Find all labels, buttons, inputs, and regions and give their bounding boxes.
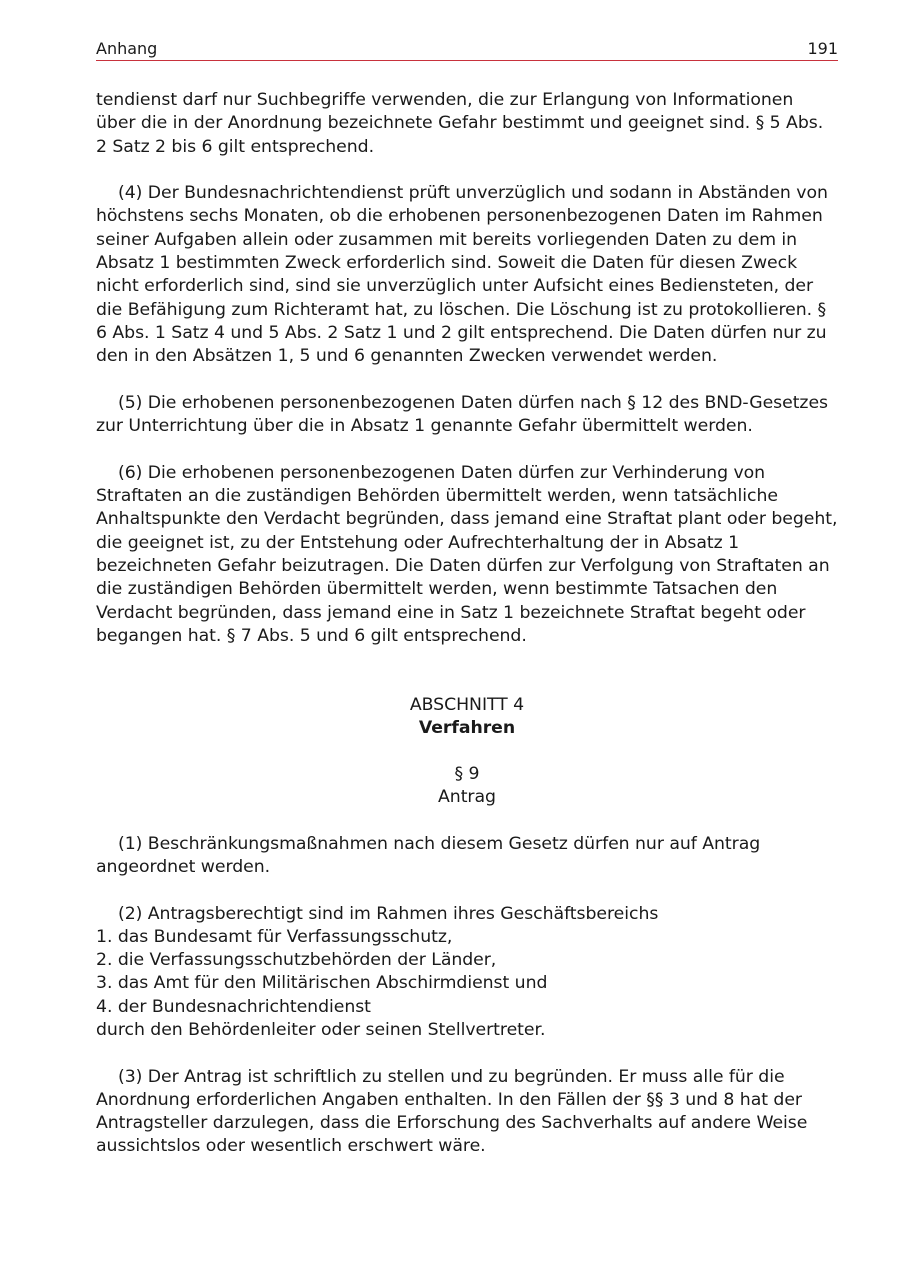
running-header xyxy=(96,36,838,61)
paragraph-number: § 9 xyxy=(454,763,480,784)
paragraph-absatz-4: (4) Der Bundesnachrichtendienst prüft unverzüglich und sodann in Abständen von höchstens sechs Monaten, ob die erhobenen personenbezogenen Daten im Rahmen seiner Aufgaben allein oder zusammen mit bereits vorliegenden Daten zu dem in Absatz 1 bestimmten Zweck erforderlich sind. Soweit die Daten für diesen Zweck nicht erforderlich sind, sind sie unverzüglich unter Aufsicht eines Bediensteten, der die Befähigung zum Richteramt hat, zu löschen. Die Löschung ist zu protokollieren. § 6 Abs. 1 Satz 4 und 5 Abs. 2 Satz 1 und 2 gilt entsprechend. Die Daten dürfen nur zu den in den Absätzen 1, 5 und 6 genannten Zwecken verwendet werden. xyxy=(96,183,828,367)
list-outro: durch den Behördenleiter oder seinen Stellvertreter. xyxy=(96,1019,546,1040)
list-item: 3. das Amt für den Militärischen Abschirmdienst und xyxy=(96,973,548,994)
list-item: 4. der Bundesnachrichtendienst xyxy=(96,996,371,1017)
paragraph-9-absatz-3: (3) Der Antrag ist schriftlich zu stellen und zu begründen. Er muss alle für die Anordnung erforderlichen Angaben enthalten. In den Fällen der §§ 3 und 8 hat der Antragsteller darzulegen, dass die Erforschung des Sachverhalts auf andere Weise aussichtslos oder wesentlich erschwert wäre. xyxy=(96,1066,808,1157)
section-label: ABSCHNITT 4 xyxy=(409,695,525,716)
section-title: Verfahren xyxy=(418,718,516,739)
paragraph-9-absatz-1: (1) Beschränkungsmaßnahmen nach diesem Gesetz dürfen nur auf Antrag angeordnet werden. xyxy=(96,833,761,877)
document-page xyxy=(96,36,838,1182)
paragraph-9-absatz-2 xyxy=(96,903,838,1043)
section-heading xyxy=(96,694,838,741)
list-intro: (2) Antragsberechtigt sind im Rahmen ihres Geschäftsbereichs xyxy=(118,903,659,924)
list-item: 2. die Verfassungsschutzbehörden der Länder, xyxy=(96,950,497,971)
header-page-number: 191 xyxy=(807,39,838,58)
paragraph-absatz-6: (6) Die erhobenen personenbezogenen Daten dürfen zur Verhinderung von Straftaten an die zuständigen Behörden übermittelt werden, wenn tatsächliche Anhaltspunkte den Verdacht begründen, dass jemand eine Straftat plant oder begeht, die geeignet ist, zu der Entstehung oder Aufrechterhaltung der in Absatz 1 bezeichneten Gefahr beizutragen. Die Daten dürfen zur Verfolgung von Straftaten an die zuständigen Behörden übermittelt werden, wenn bestimmte Tatsachen den Verdacht begründen, dass jemand eine in Satz 1 bezeichnete Straftat begeht oder begangen hat. § 7 Abs. 5 und 6 gilt entsprechend. xyxy=(96,462,838,646)
body-text xyxy=(96,89,838,1159)
paragraph-continuation: tendienst darf nur Suchbegriffe verwenden, die zur Erlangung von Informationen über die in der Anordnung bezeichnete Gefahr bestimmt und geeignet sind. § 5 Abs. 2 Satz 2 bis 6 gilt entsprechend. xyxy=(96,90,824,157)
paragraph-heading xyxy=(96,763,838,810)
paragraph-absatz-5: (5) Die erhobenen personenbezogenen Daten dürfen nach § 12 des BND-Gesetzes zur Unterrichtung über die in Absatz 1 genannte Gefahr übermittelt werden. xyxy=(96,392,828,437)
header-section-title: Anhang xyxy=(96,39,158,58)
list-item: 1. das Bundesamt für Verfassungsschutz, xyxy=(96,926,453,947)
paragraph-title: Antrag xyxy=(438,787,496,808)
